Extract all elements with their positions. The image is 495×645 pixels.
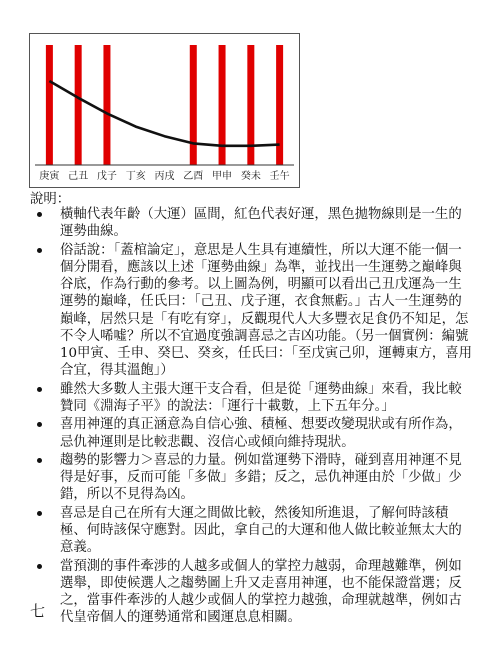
list-item — [30, 381, 475, 415]
fortune-chart — [29, 33, 300, 188]
list-item — [30, 242, 475, 380]
bar — [75, 45, 82, 165]
x-tick-label: 甲申 — [212, 171, 233, 182]
caption: 說明： — [30, 192, 71, 207]
bar — [276, 45, 283, 165]
bar — [190, 45, 197, 165]
note-text: 雖然大多數人主張大運干支合看，但是從「運勢曲線」來看，我比較贊同《淵海子平》的說法：「運行十載數，上下五年分。」 — [60, 381, 462, 414]
list-item — [30, 206, 475, 240]
bullet-icon — [37, 564, 42, 569]
list-item — [30, 452, 475, 504]
notes-list — [30, 206, 475, 628]
note-text: 當預測的事件牽涉的人越多或個人的掌控力越弱，命理越難準，例如選舉，即使候選人之趨勢圖上升又走喜用神運，也不能保證當選；反之，當事件牽涉的人越少或個人的掌控力越強，命理就越準，例如古代皇帝個人的運勢通常和國運息息相關。 — [60, 558, 462, 626]
x-tick-label: 丙戌 — [154, 171, 175, 182]
x-tick-label: 己丑 — [68, 171, 89, 182]
x-tick-label: 戊子 — [96, 171, 117, 182]
list-item — [30, 416, 475, 450]
x-tick-label: 庚寅 — [39, 171, 60, 182]
chart-frame — [30, 34, 300, 188]
bar — [46, 45, 53, 165]
bullet-icon — [37, 458, 42, 463]
page-number: 七 — [30, 602, 46, 620]
note-text: 趨勢的影響力＞喜忌的力量。例如當運勢下滑時，碰到喜用神運不見得是好事，反而可能「多做」多錯；反之，忌仇神運由於「少做」少錯，所以不見得為凶。 — [60, 453, 462, 503]
bullet-icon — [37, 248, 42, 253]
bullet-icon — [37, 387, 42, 392]
bullet-icon — [37, 422, 42, 427]
x-tick-label: 壬午 — [269, 171, 290, 182]
note-text: 喜忌是自己在所有大運之間做比較，然後知所進退，了解何時該積極、何時該保守應對。因此，拿自己的大運和他人做比較並無太大的意義。 — [60, 505, 462, 556]
x-tick-label: 丁亥 — [125, 171, 146, 182]
bar — [103, 45, 110, 165]
note-text: 喜用神運的真正涵意為自信心強、積極、想要改變現狀或有所作為，忌仇神運則是比較悲觀、沒信心或傾向維持現狀。 — [60, 417, 462, 450]
x-tick-label: 乙酉 — [183, 171, 204, 182]
x-tick-label: 癸未 — [240, 171, 261, 182]
bullet-icon — [37, 511, 42, 516]
note-text: 俗話說：「蓋棺論定」，意思是人生具有連續性，所以大運不能一個一個分開看，應該以上述「運勢曲線」為準，並找出一生運勢之巔峰與谷底，作為行動的參考。以上圖為例，明顯可以看出己丑戊運為一生運勢的巔峰，任氏曰：「己丑、戊子運，衣食無虧。」古人一生運勢的巔峰，居然只是「有吃有穿」，反觀現代人大多豐衣足食仍不知足，怎不令人唏噓？所以不宜過度強調喜忌之吉凶功能。（另一個實例：編號10甲寅、壬申、癸巳、癸亥，任氏曰：「至戊寅己卯，運轉東方，喜用合宜，得其溫飽」） — [60, 242, 473, 379]
bullet-icon — [37, 212, 42, 217]
list-item — [30, 558, 475, 627]
list-item — [30, 505, 475, 557]
note-text: 橫軸代表年齡（大運）區間，紅色代表好運，黑色拋物線則是一生的運勢曲線。 — [60, 207, 462, 240]
